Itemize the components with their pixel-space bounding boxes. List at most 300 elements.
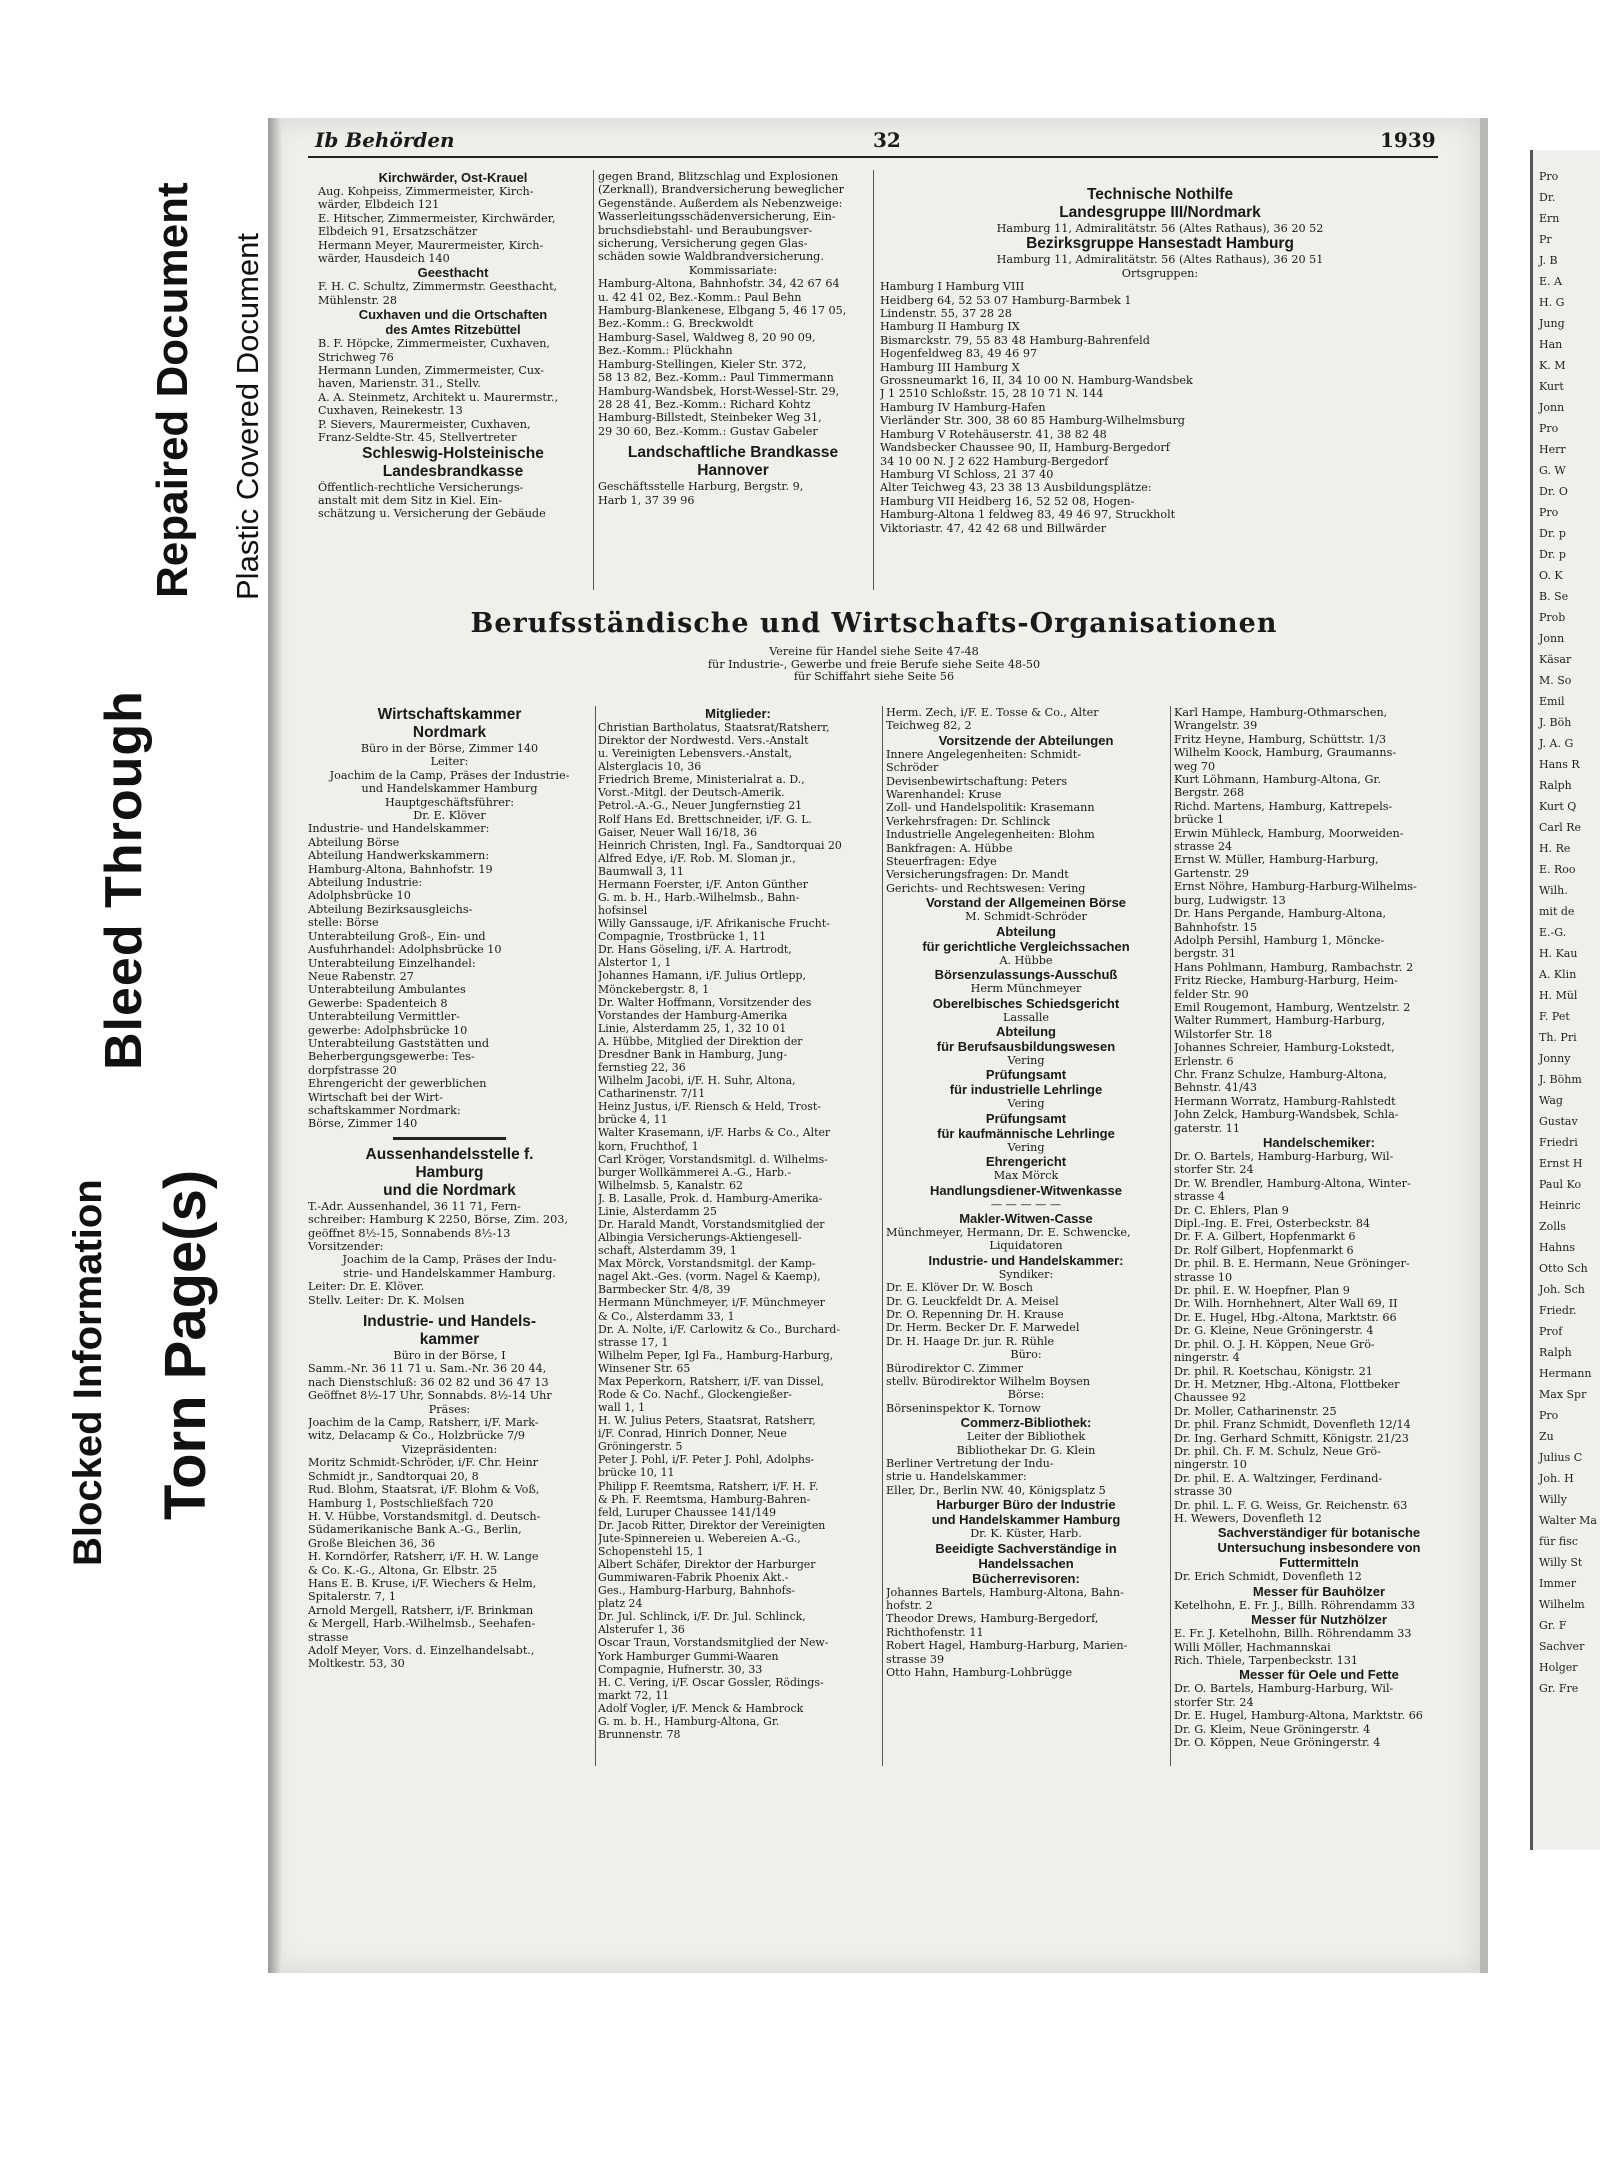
bottom-column-2 (598, 706, 878, 1741)
text-line: Leiter: Dr. E. Klöver. (308, 1280, 425, 1294)
neighbor-text-fragment: Prof (1539, 1325, 1563, 1338)
text-line: Abteilung Handwerkskammern: (308, 849, 490, 863)
text-line: Öffentlich-rechtliche Versicherungs- (318, 480, 524, 494)
text-line: Gummiwaren-Fabrik Phoenix Akt.- (598, 1571, 789, 1585)
text-line: Unterabteilung Ambulantes (308, 983, 466, 997)
text-line: Emil Rougemont, Hamburg, Wentzelstr. 2 (1174, 1000, 1411, 1014)
text-line: Hermann Lunden, Zimmermeister, Cux- (318, 364, 544, 378)
text-line: Gerichts- und Rechtswesen: Vering (886, 881, 1086, 895)
neighbor-text-fragment: Jung (1539, 317, 1565, 330)
text-line: Gartenstr. 29 (1174, 866, 1249, 880)
text-line: Mönckebergstr. 8, 1 (598, 982, 710, 996)
neighbor-text-fragment: Julius C (1539, 1451, 1583, 1464)
text-line: Linie, Alsterdamm 25 (598, 1204, 717, 1218)
text-line: Schmidt jr., Sandtorquai 20, 8 (308, 1469, 479, 1483)
text-line: brücke 4, 11 (598, 1113, 668, 1127)
neighbor-text-fragment: Han (1539, 338, 1563, 351)
text-line: Büro: (1010, 1348, 1042, 1362)
text-line: Vierländer Str. 300, 38 60 85 Hamburg-Wilhelmsburg (880, 414, 1185, 428)
neighbor-text-fragment: J. B (1539, 254, 1558, 267)
text-line: Zoll- und Handelspolitik: Krasemann (886, 801, 1095, 815)
text-line: platz 24 (598, 1597, 643, 1611)
header-rule (308, 156, 1438, 158)
text-line: Wirtschaft bei der Wirt- (308, 1090, 443, 1104)
section-heading: kammer (419, 1331, 480, 1349)
text-line: J 1 2510 Schloßstr. 15, 28 10 71 N. 144 (880, 387, 1104, 401)
neighbor-text-fragment: Willy St (1539, 1556, 1583, 1569)
text-line: Dr. phil. Ch. F. M. Schulz, Neue Grö- (1174, 1444, 1381, 1458)
text-line: Dr. E. Klöver (413, 809, 486, 823)
text-line: Winsener Str. 65 (598, 1361, 691, 1375)
subtitle-line: Vereine für Handel siehe Seite 47-48 (769, 645, 979, 658)
text-line: Unterabteilung Einzelhandel: (308, 956, 476, 970)
section-heading: und die Nordmark (383, 1181, 516, 1199)
text-line: T.-Adr. Aussenhandel, 36 11 71, Fern- (308, 1199, 521, 1213)
text-line: Fritz Riecke, Hamburg-Harburg, Heim- (1174, 974, 1398, 988)
neighbor-text-fragment: H. Kau (1539, 947, 1578, 960)
text-line: Dr. phil. O. J. H. Köppen, Neue Grö- (1174, 1337, 1375, 1351)
text-line: schäden sowie Waldbrandversicherung. (598, 250, 824, 264)
text-line: Bez.-Komm.: G. Breckwoldt (598, 317, 754, 331)
neighbor-text-fragment: Th. Pri (1539, 1031, 1577, 1044)
text-line: Dr. H. Haage Dr. jur. R. Rühle (886, 1334, 1055, 1348)
text-line: Büro in der Börse, I (393, 1349, 506, 1363)
text-line: Ernst Nöhre, Hamburg-Harburg-Wilhelms- (1174, 880, 1417, 894)
section-heading: Landschaftliche Brandkasse (627, 444, 839, 462)
text-line: Industrielle Angelegenheiten: Blohm (886, 828, 1095, 842)
main-title: Berufsständische und Wirtschafts-Organisationen (470, 608, 1278, 639)
subtitle-block (268, 646, 1480, 684)
text-line: wärder, Hausdeich 140 (318, 252, 450, 266)
text-line: Teichweg 82, 2 (886, 719, 972, 733)
plastic-covered-label: Plastic Covered Document (230, 233, 265, 600)
text-line: schätzung u. Versicherung der Gebäude (318, 507, 546, 521)
text-line: 58 13 82, Bez.-Komm.: Paul Timmermann (598, 371, 834, 385)
text-line: strasse 24 (1174, 840, 1233, 854)
neighbor-text-fragment: Kurt Q (1539, 800, 1577, 813)
text-line: Industrie- und Handelskammer: (308, 822, 490, 836)
text-line: u. 42 41 02, Bez.-Komm.: Paul Behn (598, 290, 802, 304)
text-line: Compagnie, Trostbrücke 1, 11 (598, 930, 767, 944)
text-line: Theodor Drews, Hamburg-Bergedorf, (886, 1612, 1099, 1626)
text-line: Joachim de la Camp, Ratsherr, i/F. Mark- (308, 1416, 539, 1430)
text-line: Große Bleichen 36, 36 (308, 1536, 436, 1550)
text-line: Dr. Herm. Becker Dr. F. Marwedel (886, 1321, 1080, 1335)
text-line: Unterabteilung Groß-, Ein- und (308, 929, 486, 943)
text-line: J. B. Lasalle, Prok. d. Hamburg-Amerika- (598, 1191, 823, 1205)
neighbor-text-fragment: Heinric (1539, 1199, 1581, 1212)
text-line: Moltkestr. 53, 30 (308, 1657, 405, 1671)
text-line: Alstertor 1, 1 (598, 956, 672, 970)
text-line: storfer Str. 24 (1174, 1163, 1254, 1177)
neighbor-text-fragment: H. G (1539, 296, 1565, 309)
neighbor-text-fragment: Dr. p (1539, 548, 1566, 561)
text-line: Richthofenstr. 11 (886, 1625, 984, 1639)
text-line: Kommissariate: (688, 263, 778, 277)
text-line: Karl Hampe, Hamburg-Othmarschen, (1174, 706, 1388, 719)
text-line: Dr. Harald Mandt, Vorstandsmitglied der (598, 1217, 825, 1231)
text-line: Büro in der Börse, Zimmer 140 (360, 742, 539, 755)
text-line: Dr. phil. E. A. Waltzinger, Ferdinand- (1174, 1471, 1383, 1485)
text-line: Syndiker: (998, 1267, 1054, 1281)
neighbor-text-fragment: Gr. F (1539, 1619, 1567, 1632)
text-line: Ges., Hamburg-Harburg, Bahnhofs- (598, 1584, 795, 1598)
text-line: Mühlenstr. 28 (318, 293, 397, 307)
neighbor-text-fragment: H. Re (1539, 842, 1571, 855)
text-line: Carl Kröger, Vorstandsmitgl. d. Wilhelms- (598, 1152, 828, 1166)
text-line: Dr. Jul. Schlinck, i/F. Dr. Jul. Schlinck, (598, 1610, 806, 1624)
section-heading: Schleswig-Holsteinische (362, 444, 544, 462)
text-line: hofstr. 2 (886, 1599, 933, 1613)
text-line: Willi Möller, Hachmannskai (1174, 1640, 1331, 1654)
section-heading: Abteilung (996, 923, 1056, 939)
text-line: M. Schmidt-Schröder (965, 910, 1087, 924)
text-line: 29 30 60, Bez.-Komm.: Gustav Gabeler (598, 424, 818, 438)
text-line: Präses: (428, 1402, 471, 1416)
text-line: Adolphsbrücke 10 (308, 889, 411, 903)
section-heading: Mitglieder: (705, 706, 771, 721)
text-line: Geschäftsstelle Harburg, Bergstr. 9, (598, 480, 804, 494)
neighbor-text-fragment: Emil (1539, 695, 1565, 708)
text-line: G. m. b. H., Hamburg-Altona, Gr. (598, 1714, 780, 1728)
text-line: Johannes Hamann, i/F. Julius Ortlepp, (598, 969, 806, 983)
text-line: Kurt Löhmann, Hamburg-Altona, Gr. (1174, 773, 1382, 787)
section-heading: Untersuchung insbesondere von (1217, 1540, 1421, 1556)
text-line: hofsinsel (598, 904, 648, 918)
text-line: Gröningerstr. 5 (598, 1440, 683, 1454)
neighbor-text-fragment: Max Spr (1539, 1388, 1587, 1401)
text-line: Vering (1007, 1140, 1045, 1154)
section-heading: Hamburg (415, 1163, 484, 1181)
text-line: Chr. Franz Schulze, Hamburg-Altona, (1174, 1067, 1387, 1081)
text-line: Hermann Foerster, i/F. Anton Günther (598, 877, 808, 891)
text-line: Direktor der Nordwestd. Vers.-Anstalt (598, 734, 809, 748)
text-line: Hermann Meyer, Maurermeister, Kirch- (318, 238, 544, 252)
text-line: Steuerfragen: Edye (886, 855, 997, 869)
text-line: strasse 39 (886, 1652, 945, 1666)
text-line: Schopenstehl 15, 1 (598, 1544, 704, 1558)
text-line: Dr. O. Repenning Dr. H. Krause (886, 1307, 1064, 1321)
text-line: korn, Fruchthof, 1 (598, 1139, 699, 1153)
text-line: Joachim de la Camp, Präses der Industrie- (329, 768, 570, 782)
neighbor-text-fragment: Ern (1539, 212, 1560, 225)
text-line: Dr. G. Kleim, Neue Gröningerstr. 4 (1174, 1722, 1371, 1736)
text-line: & Ph. F. Reemtsma, Hamburg-Bahren- (598, 1492, 811, 1506)
text-line: Hamburg II Hamburg IX (880, 320, 1020, 334)
text-line: Hamburg 11, Admiralitätstr. 56 (Altes Rathaus), 36 20 52 (996, 222, 1324, 235)
text-line: Unterabteilung Vermittler- (308, 1010, 460, 1024)
text-line: Münchmeyer, Hermann, Dr. E. Schwencke, (886, 1225, 1131, 1239)
column-divider (882, 706, 883, 1766)
bottom-column-1 (308, 706, 591, 1671)
section-heading: für gerichtliche Vergleichssachen (922, 938, 1130, 954)
text-line: Albingia Versicherungs-Aktiengesell- (598, 1231, 802, 1245)
neighbor-text-fragment: Jonn (1539, 401, 1565, 414)
text-line: Vering (1007, 1097, 1045, 1111)
text-line: Dr. phil. E. W. Hoepfner, Plan 9 (1174, 1284, 1350, 1298)
text-line: strie- und Handelskammer Hamburg. (343, 1266, 556, 1280)
neighbor-text-fragment: K. M (1539, 359, 1566, 372)
text-line: Dr. F. A. Gilbert, Hopfenmarkt 6 (1174, 1230, 1356, 1244)
text-line: G. m. b. H., Harb.-Wilhelmsb., Bahn- (598, 891, 800, 905)
text-line: Hogenfeldweg 83, 49 46 97 (880, 347, 1038, 361)
text-line: Bankfragen: A. Hübbe (886, 841, 1013, 855)
text-line: Hauptgeschäftsführer: (385, 795, 514, 809)
section-heading: Vorsitzende der Abteilungen (938, 732, 1114, 748)
text-line: Friedrich Breme, Ministerialrat a. D., (598, 773, 805, 787)
section-heading: Beeidigte Sachverständige in (935, 1540, 1117, 1556)
text-line: Alfred Edye, i/F. Rob. M. Sloman jr., (598, 851, 796, 865)
text-line: Bez.-Komm.: Plückhahn (598, 344, 733, 358)
text-line: strie u. Handelskammer: (886, 1470, 1027, 1484)
neighbor-text-fragment: Holger (1539, 1661, 1578, 1674)
text-line: Geöffnet 8½-17 Uhr, Sonnabds. 8½-14 Uhr (308, 1389, 552, 1403)
text-line: Innere Angelegenheiten: Schmidt- (886, 747, 1082, 761)
text-line: haven, Marienstr. 31., Stellv. (318, 377, 481, 391)
neighbor-text-fragment: Prob (1539, 611, 1566, 624)
text-line: Warenhandel: Kruse (886, 788, 1002, 802)
subtitle-line: für Industrie-, Gewerbe und freie Berufe siehe Seite 48-50 (707, 657, 1041, 671)
text-line: Heinz Justus, i/F. Riensch & Held, Trost- (598, 1100, 821, 1114)
text-line: Max Mörck (993, 1169, 1059, 1183)
text-line: Viktoriastr. 47, 42 42 68 und Billwärder (880, 521, 1107, 535)
text-line: Gegenstände. Außerdem als Nebenzweige: (598, 196, 843, 210)
text-line: Vorst.-Mitgl. der Deutsch-Amerik. (598, 786, 785, 800)
text-line: Vizepräsidenten: (401, 1442, 498, 1456)
text-line: Hamburg-Stellingen, Kieler Str. 372, (598, 357, 807, 371)
neighbor-text-fragment: H. Mül (1539, 989, 1578, 1002)
neighbor-text-fragment: Gustav (1539, 1115, 1578, 1128)
text-line: Vering (1007, 1053, 1045, 1067)
adjacent-page-edge (1530, 150, 1600, 1850)
text-line: Devisenbewirtschaftung: Peters (886, 774, 1068, 788)
subtitle-line: für Schiffahrt siehe Seite 56 (793, 670, 955, 683)
text-line: gaterstr. 11 (1174, 1121, 1240, 1135)
section-heading: Abteilung (996, 1023, 1056, 1039)
column-divider (1170, 706, 1171, 1766)
text-line: Bahnhofstr. 15 (1174, 920, 1258, 934)
text-line: Dresdner Bank in Hamburg, Jung- (598, 1047, 788, 1061)
text-line: Dr. phil. L. F. G. Weiss, Gr. Reichenstr. 63 (1174, 1498, 1408, 1512)
text-line: Philipp F. Reemtsma, Ratsherr, i/F. H. F. (598, 1479, 819, 1493)
neighbor-text-fragment: Käsar (1539, 653, 1572, 666)
neighbor-text-fragment: B. Se (1539, 590, 1569, 603)
text-line: Spitalerstr. 7, 1 (308, 1590, 396, 1604)
text-line: Robert Hagel, Hamburg-Harburg, Marien- (886, 1639, 1128, 1653)
text-line: u. Vereinigten Lebensvers.-Anstalt, (598, 747, 793, 761)
text-line: Hamburg VII Heidberg 16, 52 52 08, Hogen- (880, 494, 1135, 508)
text-line: strasse 30 (1174, 1485, 1233, 1499)
text-line: Walter Rummert, Hamburg-Harburg, (1174, 1014, 1386, 1028)
text-line: Hamburg-Altona, Bahnhofstr. 34, 42 67 64 (598, 277, 840, 291)
neighbor-text-fragment: Carl Re (1539, 821, 1582, 834)
text-line: Johannes Schreier, Hamburg-Lokstedt, (1174, 1041, 1395, 1055)
text-line: Compagnie, Hufnerstr. 30, 33 (598, 1662, 763, 1676)
text-line: Hamburg-Blankenese, Elbgang 5, 46 17 05, (598, 304, 847, 318)
text-line: Verkehrsfragen: Dr. Schlinck (886, 814, 1050, 828)
text-line: Wrangelstr. 39 (1174, 719, 1258, 733)
text-line: Dipl.-Ing. E. Frei, Osterbeckstr. 84 (1174, 1217, 1371, 1231)
neighbor-text-fragment: Walter Ma (1539, 1514, 1597, 1527)
neighbor-text-fragment: J. A. G (1539, 737, 1574, 750)
text-line: Otto Hahn, Hamburg-Lohbrügge (886, 1666, 1073, 1680)
text-line: Ortsgruppen: (1121, 266, 1199, 280)
section-heading: Messer für Oele und Fette (1239, 1667, 1399, 1683)
text-line: Abteilung Börse (308, 835, 400, 849)
text-line: & Mergell, Harb.-Wilhelmsb., Seehafen- (308, 1617, 536, 1631)
neighbor-text-fragment: Wag (1539, 1094, 1563, 1107)
text-line: strasse (308, 1630, 349, 1644)
section-heading: Messer für Bauhölzer (1252, 1583, 1386, 1599)
text-line: Franz-Seldte-Str. 45, Stellvertreter (318, 431, 517, 445)
text-line: bergstr. 31 (1174, 947, 1236, 961)
neighbor-text-fragment: A. Klin (1539, 968, 1577, 981)
neighbor-text-fragment: Herr (1539, 443, 1566, 456)
section-heading: Industrie- und Handelskammer: (928, 1252, 1124, 1268)
text-line: sicherung, Versicherung gegen Glas- (598, 237, 808, 251)
text-line: Fritz Heyne, Hamburg, Schüttstr. 1/3 (1174, 732, 1387, 746)
section-heading: Landesgruppe III/Nordmark (1059, 204, 1261, 221)
neighbor-text-fragment: Jonny (1539, 1052, 1571, 1065)
text-line: Hermann Worratz, Hamburg-Rahlstedt (1174, 1094, 1396, 1108)
text-line: Ausfuhrhandel: Adolphsbrücke 10 (308, 943, 502, 957)
text-line: Dr. G. Kleine, Neue Gröningerstr. 4 (1174, 1324, 1374, 1338)
text-line: Dr. Jacob Ritter, Direktor der Vereinigten (598, 1518, 826, 1532)
text-line: Wilhelm Peper, Igl Fa., Hamburg-Harburg, (598, 1348, 834, 1362)
text-line: brücke 1 (1174, 813, 1225, 827)
text-line: wall 1, 1 (598, 1401, 646, 1415)
text-line: & Co., Alsterdamm 33, 1 (598, 1309, 735, 1323)
neighbor-text-fragment: Wilhelm (1539, 1598, 1585, 1611)
neighbor-text-fragment: mit de (1539, 905, 1575, 918)
text-line: Dr. E. Hugel, Hamburg-Altona, Marktstr. 66 (1174, 1709, 1423, 1723)
text-line: Dr. K. Küster, Harb. (970, 1527, 1082, 1541)
neighbor-text-fragment: Hermann (1539, 1367, 1592, 1380)
section-heading: Oberelbisches Schiedsgericht (932, 995, 1120, 1011)
neighbor-text-fragment: Willy (1539, 1493, 1567, 1506)
text-line: geöffnet 8½-15, Sonnabends 8½-13 (308, 1226, 511, 1240)
text-line: markt 72, 11 (598, 1688, 670, 1702)
text-line: (Zerknall), Brandversicherung beweglicher (598, 183, 844, 197)
text-line: gegen Brand, Blitzschlag und Explosionen (598, 170, 839, 183)
neighbor-text-fragment: Sachver (1539, 1640, 1585, 1653)
neighbor-text-fragment: Ralph (1539, 1346, 1572, 1359)
section-heading: für industrielle Lehrlinge (949, 1082, 1103, 1098)
text-line: A. Hübbe, Mitglied der Direktion der (598, 1034, 803, 1048)
neighbor-text-fragment: Immer (1539, 1577, 1576, 1590)
text-line: Walter Krasemann, i/F. Harbs & Co., Alter (598, 1126, 831, 1140)
text-line: Alter Teichweg 43, 23 38 13 Ausbildungsplätze: (880, 481, 1152, 495)
text-line: storfer Str. 24 (1174, 1695, 1254, 1709)
text-line: Cuxhaven, Reinekestr. 13 (318, 404, 463, 418)
neighbor-text-fragment: Wilh. (1539, 884, 1568, 897)
section-heading: Industrie- und Handels- (362, 1313, 537, 1331)
section-heading: Prüfungsamt (985, 1110, 1067, 1126)
torn-pages-label: Torn Page(s) (153, 1169, 218, 1520)
text-line: Dr. O. Bartels, Hamburg-Harburg, Wil- (1174, 1682, 1394, 1696)
text-line: Albert Schäfer, Direktor der Harburger (598, 1558, 816, 1571)
neighbor-text-fragment: G. W (1539, 464, 1566, 477)
text-line: Wandsbecker Chaussee 90, II, Hamburg-Bergedorf (880, 441, 1170, 455)
bleed-through-label: Bleed Through (95, 690, 153, 1070)
text-line: Hamburg 1, Postschließfach 720 (308, 1496, 494, 1510)
text-line: Rich. Thiele, Tarpenbeckstr. 131 (1174, 1654, 1359, 1667)
text-line: Hamburg I Hamburg VIII (880, 280, 1025, 294)
text-line: Hamburg 11, Admiralitätstr. 56 (Altes Rathaus), 36 20 51 (996, 253, 1324, 267)
text-line: strasse 4 (1174, 1190, 1226, 1204)
text-line: Erlenstr. 6 (1174, 1054, 1234, 1068)
text-line: Dr. Erich Schmidt, Dovenfleth 12 (1174, 1570, 1362, 1584)
text-line: schaft, Alsterdamm 39, 1 (598, 1244, 737, 1258)
section-heading: Sachverständiger für botanische (1217, 1525, 1421, 1541)
neighbor-text-fragment: E.-G. (1539, 926, 1567, 939)
text-line: 34 10 00 N. J 2 622 Hamburg-Bergedorf (880, 454, 1109, 468)
text-line: Johannes Bartels, Hamburg-Altona, Bahn- (886, 1585, 1124, 1599)
text-line: Bergstr. 268 (1174, 786, 1245, 800)
text-line: Baumwall 3, 11 (598, 864, 684, 878)
section-heading: Messer für Nutzhölzer (1251, 1612, 1387, 1628)
text-line: Hamburg VI Schloss, 21 37 40 (880, 467, 1054, 481)
text-line: Hamburg V Rotehäuserstr. 41, 38 82 48 (880, 427, 1107, 441)
neighbor-text-fragment: M. So (1539, 674, 1572, 687)
text-line: Dr. Moller, Catharinenstr. 25 (1174, 1404, 1337, 1418)
section-header: Ib Behörden (315, 128, 455, 152)
section-heading: Aussenhandelsstelle f. (365, 1145, 534, 1163)
text-line: Richd. Martens, Hamburg, Kattrepels- (1174, 799, 1393, 813)
text-line: & Co. K.-G., Altona, Gr. Elbstr. 25 (308, 1563, 498, 1577)
section-heading: Wirtschaftskammer (377, 706, 522, 723)
text-line: H. W. Julius Peters, Staatsrat, Ratsherr, (598, 1414, 816, 1428)
neighbor-text-fragment: Paul Ko (1539, 1178, 1582, 1191)
text-line: Hans E. B. Kruse, i/F. Wiechers & Helm, (308, 1576, 537, 1590)
text-line: Dr. C. Ehlers, Plan 9 (1174, 1203, 1289, 1217)
text-line: Herm Münchmeyer (970, 982, 1082, 996)
text-line: A. Hübbe (999, 953, 1053, 967)
text-line: Neue Rabenstr. 27 (308, 969, 414, 983)
text-line: H. Wewers, Dovenfleth 12 (1174, 1511, 1322, 1525)
neighbor-text-fragment: Kurt (1539, 380, 1564, 393)
section-heading: Cuxhaven und die Ortschaften (358, 307, 548, 323)
neighbor-text-fragment: Dr. (1539, 191, 1556, 204)
text-line: York Hamburger Gummi-Waaren (598, 1649, 779, 1663)
text-line: strasse 10 (1174, 1270, 1233, 1284)
text-line: Liquidatoren (989, 1239, 1063, 1253)
text-line: Harb 1, 37 39 96 (598, 493, 695, 507)
top-column-1 (318, 170, 588, 521)
text-line: Bibliothekar Dr. G. Klein (956, 1443, 1096, 1457)
top-column-2 (598, 170, 868, 507)
text-line: ningerstr. 4 (1174, 1351, 1240, 1365)
text-line: Wilhelm Koock, Hamburg, Graumanns- (1174, 746, 1397, 760)
section-heading: Kirchwärder, Ost-Krauel (378, 170, 528, 185)
text-line: Dr. W. Brendler, Hamburg-Altona, Winter- (1174, 1176, 1411, 1190)
text-line: Dr. A. Nolte, i/F. Carlowitz & Co., Burchard- (598, 1322, 841, 1336)
text-line: Berliner Vertretung der Indu- (886, 1457, 1054, 1471)
text-line: Alsterufer 1, 36 (598, 1623, 685, 1637)
neighbor-text-fragment: J. Böhm (1539, 1073, 1582, 1086)
text-line: Dr. phil. R. Koetschau, Königstr. 21 (1174, 1364, 1373, 1378)
text-line: fernstieg 22, 36 (598, 1061, 686, 1075)
text-line: Peter J. Pohl, i/F. Peter J. Pohl, Adolphs- (598, 1453, 815, 1467)
text-line: stelle: Börse (308, 916, 379, 930)
text-line: Hans Pohlmann, Hamburg, Rambachstr. 2 (1174, 960, 1414, 974)
text-line: Lassalle (1002, 1010, 1050, 1024)
neighbor-text-fragment: Hahns (1539, 1241, 1575, 1254)
text-line: Rode & Co. Nachf., Glockengießer- (598, 1387, 792, 1401)
text-line: Adolph Persihl, Hamburg 1, Möncke- (1174, 933, 1385, 947)
neighbor-text-fragment: Hans R (1539, 758, 1580, 771)
text-line: B. F. Höpcke, Zimmermeister, Cuxhaven, (318, 337, 550, 351)
